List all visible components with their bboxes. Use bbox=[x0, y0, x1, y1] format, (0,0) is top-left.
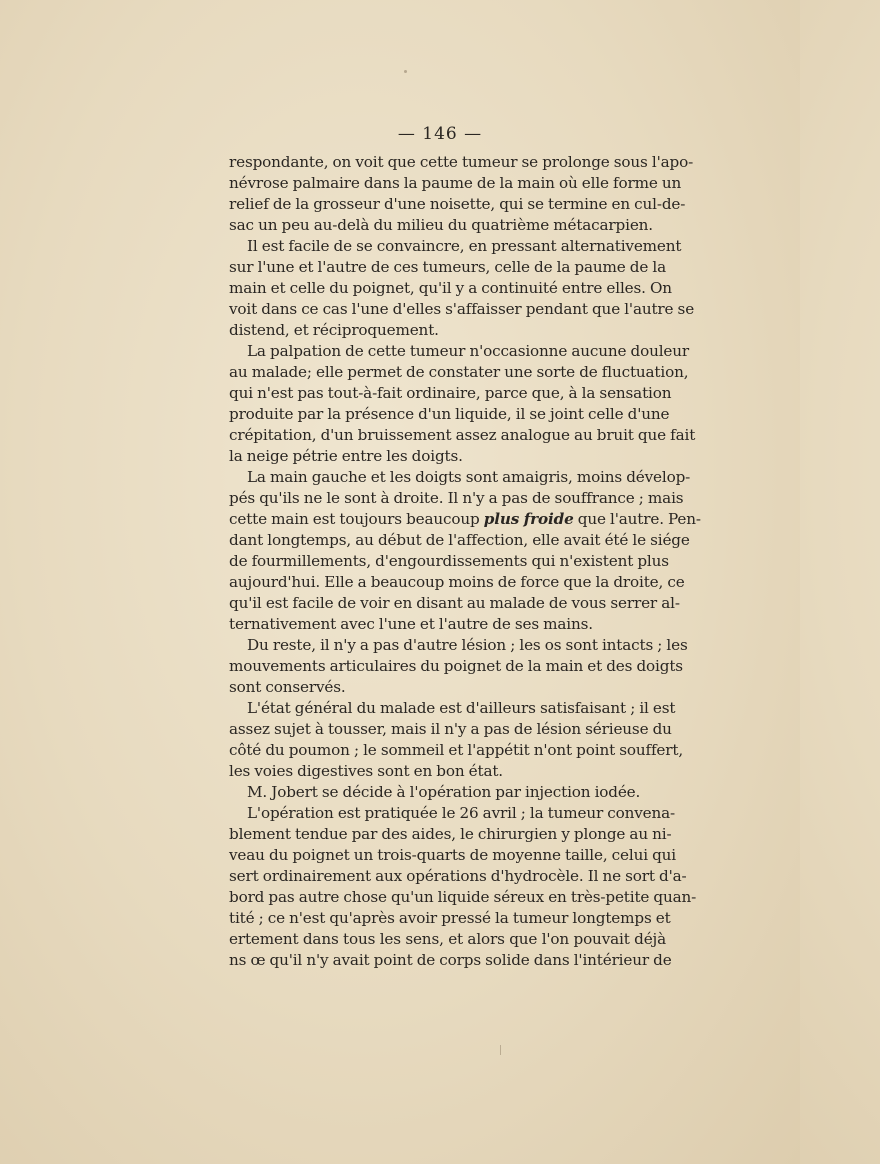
text-line: assez sujet à tousser, mais il n'y a pas de lésion sérieuse du bbox=[229, 720, 672, 738]
paper-mark bbox=[500, 1045, 501, 1055]
text-line: respondante, on voit que cette tumeur se prolonge sous l'apo- bbox=[229, 153, 694, 171]
text-line: qui n'est pas tout-à-fait ordinaire, parce que, à la sensation bbox=[229, 384, 672, 402]
text-line: sac un peu au-delà du milieu du quatrième métacarpien. bbox=[229, 216, 653, 234]
text-line: blement tendue par des aides, le chirurgien y plonge au ni- bbox=[229, 825, 672, 843]
text-line: sur l'une et l'autre de ces tumeurs, celle de la paume de la bbox=[229, 258, 666, 276]
text-line: Il est facile de se convaincre, en pressant alternativement bbox=[247, 237, 682, 255]
text-line: voit dans ce cas l'une d'elles s'affaisser pendant que l'autre se bbox=[229, 300, 695, 318]
text-line: produite par la présence d'un liquide, il se joint celle d'une bbox=[229, 405, 670, 423]
text-line: mouvements articulaires du poignet de la main et des doigts bbox=[229, 657, 683, 675]
text-line: M. Jobert se décide à l'opération par injection iodée. bbox=[247, 783, 641, 801]
text-line: main et celle du poignet, qu'il y a continuité entre elles. On bbox=[229, 279, 672, 297]
text-line: sont conservés. bbox=[229, 678, 346, 696]
text-line: La palpation de cette tumeur n'occasionne aucune douleur bbox=[247, 342, 689, 360]
ink-speck bbox=[404, 70, 407, 73]
text-line: pés qu'ils ne le sont à droite. Il n'y a pas de souffrance ; mais bbox=[229, 489, 684, 507]
text-line: qu'il est facile de voir en disant au malade de vous serrer al- bbox=[229, 594, 680, 612]
text-line: la neige pétrie entre les doigts. bbox=[229, 447, 463, 465]
text-line: cette main est toujours beaucoup plus froide que l'autre. Pen- bbox=[229, 510, 701, 528]
text-line: sert ordinairement aux opérations d'hydrocèle. Il ne sort d'a- bbox=[229, 867, 687, 885]
text-line: veau du poignet un trois-quarts de moyenne taille, celui qui bbox=[229, 846, 677, 864]
text-line: de fourmillements, d'engourdissements qui n'existent plus bbox=[229, 552, 669, 570]
text-line: au malade; elle permet de constater une sorte de fluctuation, bbox=[229, 363, 689, 381]
text-line: ternativement avec l'une et l'autre de ses mains. bbox=[229, 615, 593, 633]
text-line: tité ; ce n'est qu'après avoir pressé la tumeur longtemps et bbox=[229, 909, 671, 927]
text-line: côté du poumon ; le sommeil et l'appétit n'ont point souffert, bbox=[229, 741, 684, 759]
text-line: aujourd'hui. Elle a beaucoup moins de force que la droite, ce bbox=[229, 573, 685, 591]
text-line: dant longtemps, au début de l'affection, elle avait été le siége bbox=[229, 531, 690, 549]
text-line: névrose palmaire dans la paume de la main où elle forme un bbox=[229, 174, 682, 192]
body-text bbox=[229, 152, 701, 971]
text-line: bord pas autre chose qu'un liquide séreux en très-petite quan- bbox=[229, 888, 697, 906]
text-line: relief de la grosseur d'une noisette, qui se termine en cul-de- bbox=[229, 195, 686, 213]
page-number: — 146 — bbox=[397, 124, 483, 144]
text-line: ns œ qu'il n'y avait point de corps solide dans l'intérieur de bbox=[229, 951, 672, 969]
text-line: L'état général du malade est d'ailleurs satisfaisant ; il est bbox=[247, 699, 676, 717]
text-line: L'opération est pratiquée le 26 avril ; la tumeur convena- bbox=[247, 804, 676, 822]
text-line: La main gauche et les doigts sont amaigris, moins dévelop- bbox=[247, 468, 691, 486]
emphasis: plus froide bbox=[483, 510, 574, 528]
text-line: distend, et réciproquement. bbox=[229, 321, 439, 339]
text-line: les voies digestives sont en bon état. bbox=[229, 762, 503, 780]
text-line: Du reste, il n'y a pas d'autre lésion ; les os sont intacts ; les bbox=[247, 636, 688, 654]
text-line: crépitation, d'un bruissement assez analogue au bruit que fait bbox=[229, 426, 696, 444]
text-line: ertement dans tous les sens, et alors que l'on pouvait déjà bbox=[229, 930, 666, 948]
